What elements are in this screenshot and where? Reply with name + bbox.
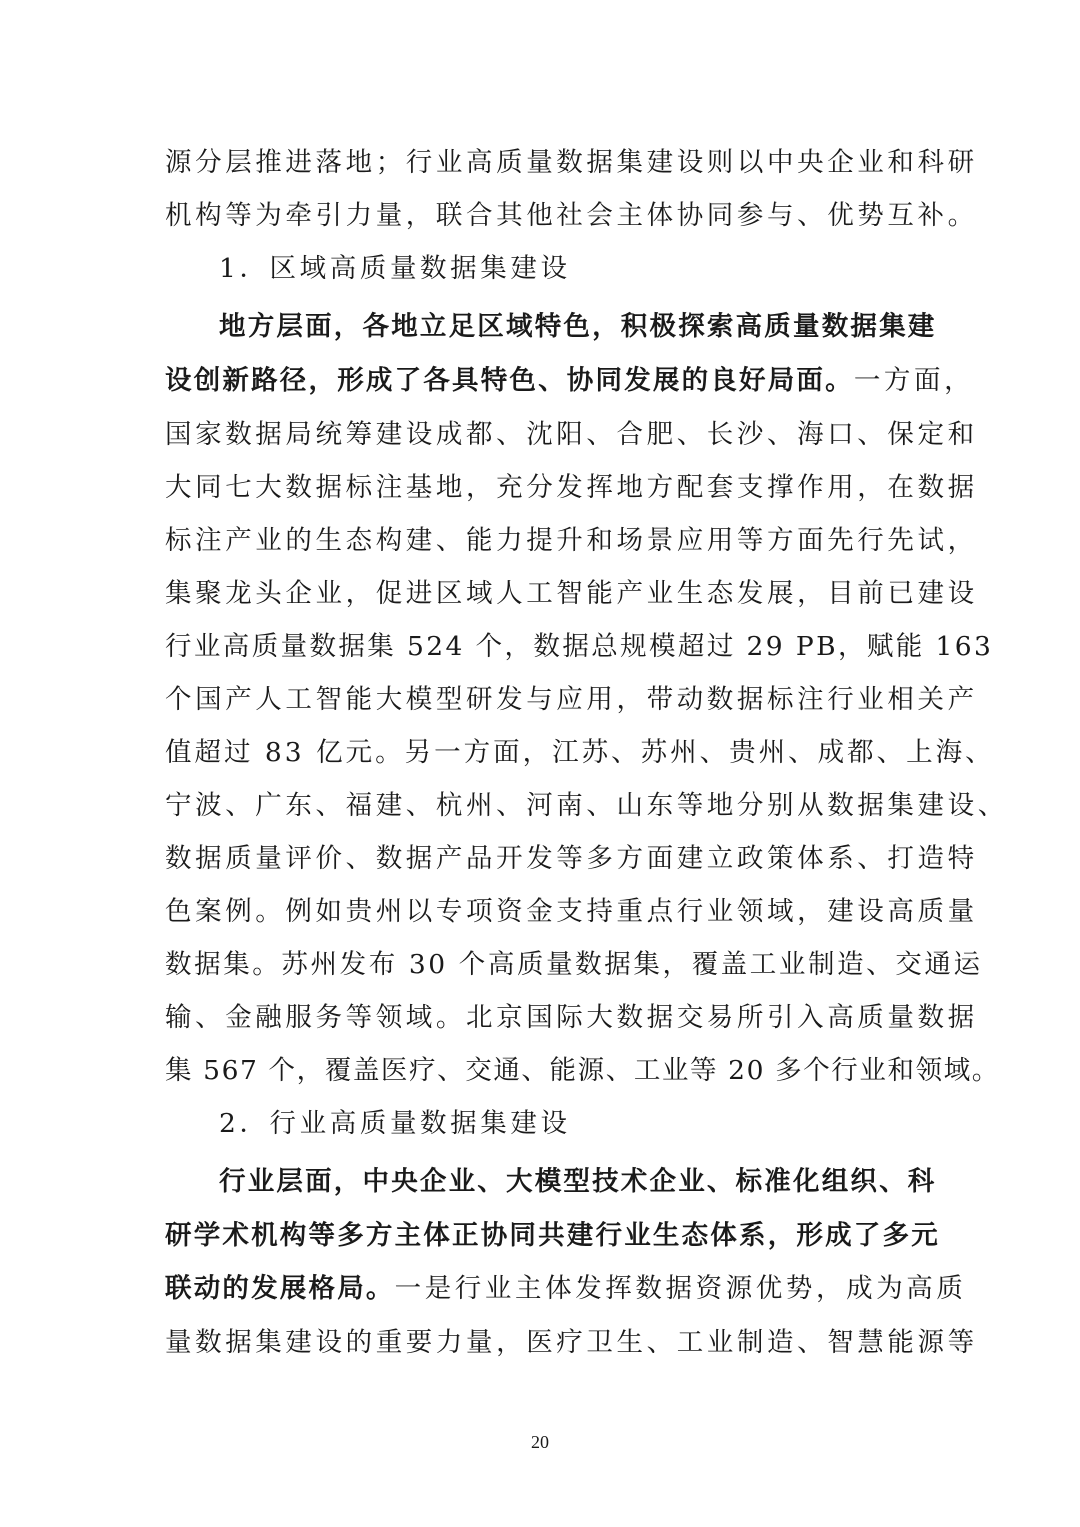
text-line: 数据质量评价、数据产品开发等多方面建立政策体系、打造特 (165, 843, 978, 874)
text-line: 标注产业的生态构建、能力提升和场景应用等方面先行先试， (165, 525, 978, 556)
text-line: 宁波、广东、福建、杭州、河南、山东等地分别从数据集建设、 (165, 790, 1008, 821)
text-phrase: 一方面， (853, 365, 975, 396)
text-line-bold: 地方层面，各地立足区域特色，积极探索高质量数据集建 (219, 311, 937, 342)
text-line: 国家数据局统筹建设成都、沈阳、合肥、长沙、海口、保定和 (165, 419, 978, 450)
text-line: 色案例。例如贵州以专项资金支持重点行业领域，建设高质量 (165, 896, 978, 927)
text-line-bold: 行业层面，中央企业、大模型技术企业、标准化组织、科 (219, 1166, 937, 1197)
text-line: 源分层推进落地；行业高质量数据集建设则以中央企业和科研 (165, 147, 978, 178)
text-line: 集 567 个，覆盖医疗、交通、能源、工业等 20 多个行业和领域。 (165, 1055, 1000, 1086)
text-line-bold: 研学术机构等多方主体正协同共建行业生态体系，形成了多元 (165, 1220, 940, 1251)
text-line: 行业高质量数据集 524 个，数据总规模超过 29 PB，赋能 163 (165, 631, 994, 662)
section-heading-1: 1．区域高质量数据集建设 (219, 253, 571, 284)
text-line (165, 1262, 967, 1315)
text-line: 量数据集建设的重要力量，医疗卫生、工业制造、智慧能源等 (165, 1327, 978, 1358)
text-line: 数据集。苏州发布 30 个高质量数据集，覆盖工业制造、交通运 (165, 949, 983, 980)
bold-phrase: 设创新路径，形成了各具特色、协同发展的良好局面。 (165, 365, 854, 396)
page-number: 20 (531, 1432, 549, 1452)
text-line: 集聚龙头企业，促进区域人工智能产业生态发展，目前已建设 (165, 578, 978, 609)
text-line (165, 354, 975, 407)
bold-phrase: 联动的发展格局。 (165, 1273, 395, 1304)
section-heading-2: 2．行业高质量数据集建设 (219, 1108, 571, 1139)
text-line: 个国产人工智能大模型研发与应用，带动数据标注行业相关产 (165, 684, 978, 715)
text-line: 输、金融服务等领域。北京国际大数据交易所引入高质量数据 (165, 1002, 978, 1033)
text-line: 大同七大数据标注基地，充分发挥地方配套支撑作用，在数据 (165, 472, 978, 503)
text-phrase: 一是行业主体发挥数据资源优势，成为高质 (394, 1273, 967, 1304)
text-line: 值超过 83 亿元。另一方面，江苏、苏州、贵州、成都、上海、 (165, 737, 995, 768)
text-line: 机构等为牵引力量，联合其他社会主体协同参与、优势互补。 (165, 200, 978, 231)
